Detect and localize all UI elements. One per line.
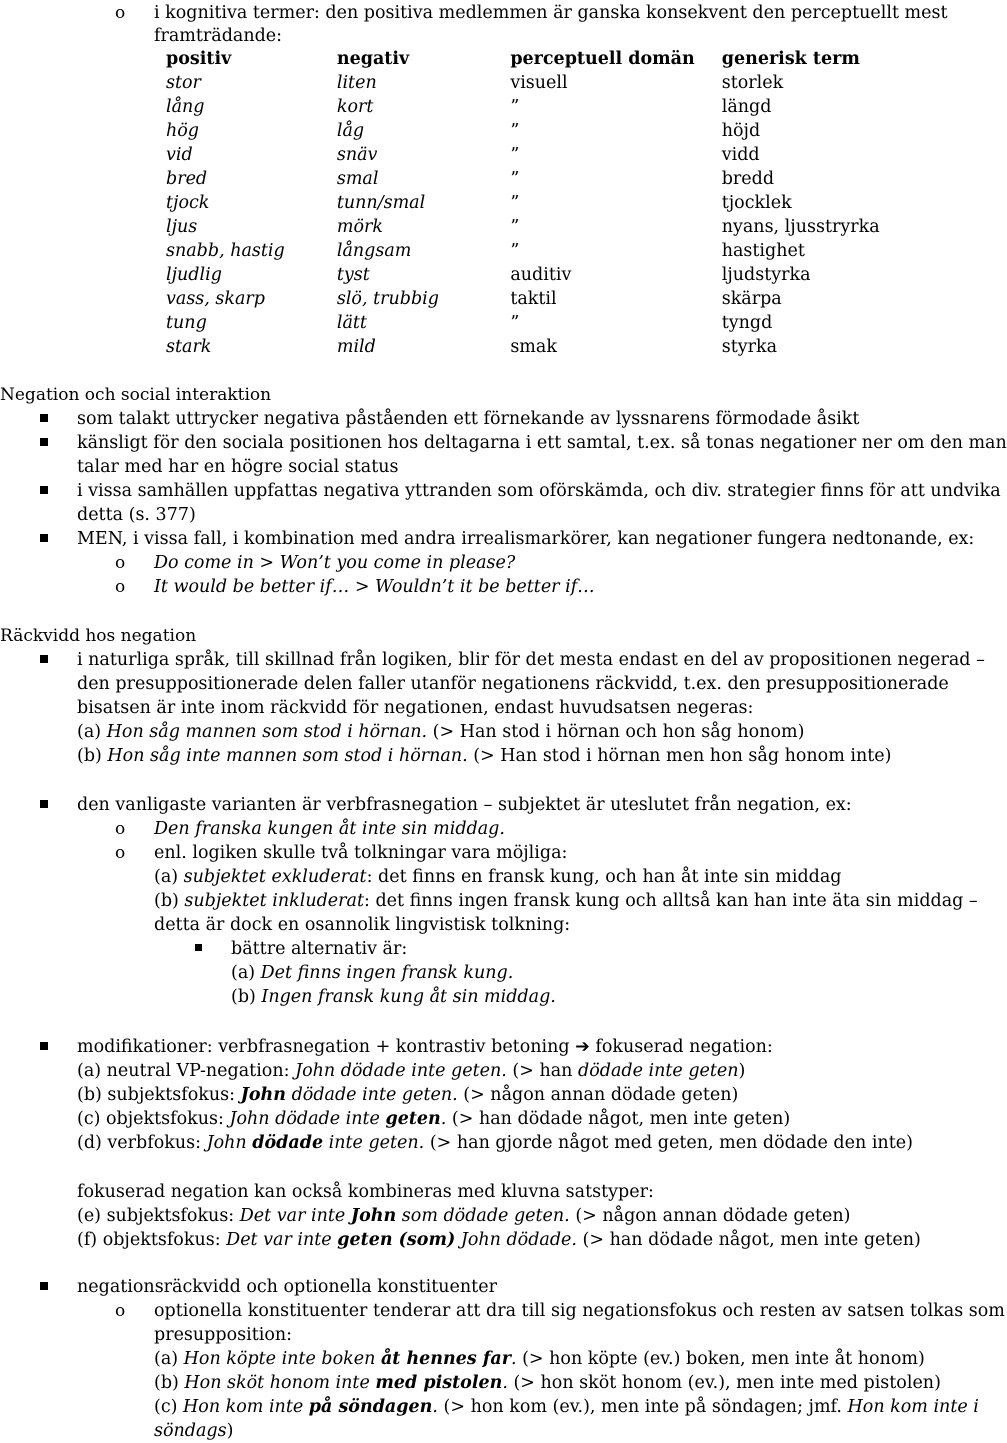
example-label: (b): [154, 891, 185, 911]
text-run: modifikationer: verbfrasnegation + kontrastiv betoning: [77, 1037, 576, 1057]
table-cell: kort: [336, 97, 374, 117]
table-row: [166, 287, 960, 311]
table-cell: stark: [166, 337, 212, 357]
table-header-cell: negativ: [336, 49, 410, 69]
sub-text-cont: presupposition:: [154, 1325, 293, 1345]
example-label: (a): [77, 722, 107, 742]
intro-line-2: framträdande:: [154, 26, 283, 46]
table-cell: långsam: [336, 241, 412, 261]
table-cell: stor: [166, 73, 201, 93]
example-label: (a): [231, 963, 261, 983]
example-gloss: (> Han stod i hörnan men hon såg honom inte): [467, 746, 892, 766]
table-cell: skärpa: [721, 289, 782, 309]
square-bullet-icon: [40, 655, 48, 663]
table-cell: ”: [510, 121, 520, 141]
focus-example-b: (b) subjektsfokus: John dödade inte geten. (> någon annan dödade geten): [77, 1085, 739, 1105]
antonym-table: [166, 47, 960, 359]
bullet-text: i naturliga språk, till skillnad från logiken, blir för det mesta endast en del av propositionen negerad –: [77, 650, 985, 670]
table-cell: ”: [510, 97, 520, 117]
text-run: fokuserad negation:: [589, 1037, 773, 1057]
optional-example-c: (c) Hon kom inte på söndagen. (> hon kom (ev.), men inte på söndagen; jmf. Hon kom inte i: [154, 1397, 979, 1417]
table-cell: slö, trubbig: [336, 289, 439, 309]
table-cell: mörk: [336, 217, 383, 237]
circle-bullet-marker: o: [115, 577, 126, 597]
table-cell: tjocklek: [721, 193, 792, 213]
section-heading-scope: Räckvidd hos negation: [0, 626, 197, 646]
table-cell: lång: [166, 97, 205, 117]
example-sentence: Den franska kungen åt inte sin middag.: [154, 819, 505, 839]
focus-example-a: (a) neutral VP-negation: John dödade inte geten. (> han dödade inte geten): [77, 1061, 746, 1081]
example-label: (b): [77, 746, 108, 766]
table-cell: bred: [166, 169, 208, 189]
circle-bullet-marker: o: [115, 819, 126, 839]
table-cell: smak: [510, 337, 557, 357]
square-bullet-icon: [195, 944, 202, 951]
example-a: [77, 720, 804, 744]
square-bullet-icon: [40, 438, 48, 446]
interpretation-a: [154, 865, 842, 889]
table-cell: visuell: [510, 73, 568, 93]
table-row: [166, 191, 960, 215]
focus-example-c: (c) objektsfokus: John dödade inte geten. (> han dödade något, men inte geten): [77, 1109, 791, 1129]
table-cell: auditiv: [510, 265, 572, 285]
sub-text: enl. logiken skulle två tolkningar vara möjliga:: [154, 843, 568, 863]
table-row: [166, 311, 960, 335]
table-cell: liten: [336, 73, 377, 93]
table-cell: längd: [721, 97, 772, 117]
table-cell: tyngd: [721, 313, 773, 333]
table-cell: vidd: [721, 145, 760, 165]
table-cell: vid: [166, 145, 193, 165]
table-row: [166, 71, 960, 95]
table-cell: tjock: [166, 193, 210, 213]
bullet-text: den vanligaste varianten är verbfrasnegation – subjektet är uteslutet från negation, ex:: [77, 795, 852, 815]
sub-text: optionella konstituenter tenderar att dra till sig negationsfokus och resten av satsen tolkas som: [154, 1301, 1005, 1321]
table-row: [166, 119, 960, 143]
circle-bullet-marker: o: [115, 3, 126, 23]
bullet-text: känsligt för den sociala positionen hos deltagarna i ett samtal, t.ex. så tonas negationer ner om den man: [77, 433, 1007, 453]
example-b: [77, 744, 891, 768]
example-italic: subjektet exkluderat: [183, 867, 367, 887]
table-header-cell: perceptuell domän: [510, 49, 695, 69]
example-label: (b): [231, 987, 262, 1007]
example-label: (a): [154, 867, 184, 887]
focus-example-e: (e) subjektsfokus: Det var inte John som dödade geten. (> någon annan dödade geten): [77, 1206, 851, 1226]
table-cell: bredd: [721, 169, 775, 189]
circle-bullet-marker: o: [115, 843, 126, 863]
interpretation-b: [154, 889, 978, 913]
bullet-text-cont: den presuppositionerade delen faller utanför negationens räckvidd, t.ex. den presuppositionerade: [77, 674, 949, 694]
example-gloss: (> Han stod i hörnan och hon såg honom): [427, 722, 805, 742]
table-cell: tyst: [336, 265, 370, 285]
bullet-text: [77, 1035, 773, 1059]
table-header-cell: generisk term: [721, 49, 860, 69]
optional-example-c-cont: söndags): [154, 1421, 234, 1441]
table-cell: snabb, hastig: [166, 241, 285, 261]
table-cell: höjd: [721, 121, 761, 141]
table-row: [166, 167, 960, 191]
focus-example-f: (f) objektsfokus: Det var inte geten (som) John dödade. (> han dödade något, men inte geten): [77, 1230, 921, 1250]
table-cell: ”: [510, 193, 520, 213]
sub-sub-text: bättre alternativ är:: [231, 939, 408, 959]
bullet-text: MEN, i vissa fall, i kombination med andra irrealismarkörer, kan negationer fungera nedtonande, ex:: [77, 529, 975, 549]
table-row: [166, 263, 960, 287]
example-gloss: : det finns ingen fransk kung och alltså kan han inte äta sin middag –: [363, 891, 978, 911]
table-cell: nyans, ljusstryrka: [721, 217, 880, 237]
table-cell: ljudstyrka: [721, 265, 811, 285]
table-header-row: [166, 47, 960, 71]
arrow-right-icon: ➔: [575, 1037, 590, 1057]
bullet-text: i vissa samhällen uppfattas negativa yttranden som oförskämda, och div. strategier finns för att undvika: [77, 481, 1001, 501]
table-cell: ”: [510, 313, 520, 333]
example-gloss: : det finns en fransk kung, och han åt inte sin middag: [366, 867, 842, 887]
bullet-text-cont: bisatsen är inte inom räckvidd för negationen, endast huvudsatsen negeras:: [77, 698, 754, 718]
table-row: [166, 143, 960, 167]
example-sentence: Do come in > Won’t you come in please?: [154, 553, 516, 573]
table-cell: mild: [336, 337, 376, 357]
table-cell: tung: [166, 313, 207, 333]
table-cell: smal: [336, 169, 379, 189]
table-cell: ”: [510, 217, 520, 237]
focus-example-d: (d) verbfokus: John dödade inte geten. (> han gjorde något med geten, men dödade den inte): [77, 1133, 913, 1153]
bullet-text-cont: talar med har en högre social status: [77, 457, 399, 477]
circle-bullet-marker: o: [115, 1301, 126, 1321]
table-cell: hög: [166, 121, 200, 141]
table-cell: ”: [510, 169, 520, 189]
example-italic: Ingen fransk kung åt sin middag.: [261, 987, 556, 1007]
table-row: [166, 95, 960, 119]
table-cell: taktil: [510, 289, 557, 309]
optional-example-a: (a) Hon köpte inte boken åt hennes far. (> hon köpte (ev.) boken, men inte åt honom): [154, 1349, 925, 1369]
square-bullet-icon: [40, 414, 48, 422]
example-italic: Det finns ingen fransk kung.: [260, 963, 514, 983]
example-italic: Hon såg inte mannen som stod i hörnan.: [107, 746, 468, 766]
square-bullet-icon: [40, 534, 48, 542]
intro-line-1: i kognitiva termer: den positiva medlemmen är ganska konsekvent den perceptuellt mest: [154, 3, 948, 23]
table-row: [166, 215, 960, 239]
optional-example-b: (b) Hon sköt honom inte med pistolen. (> hon sköt honom (ev.), men inte med pistolen): [154, 1373, 941, 1393]
sub-text-cont: detta är dock en osannolik lingvistisk tolkning:: [154, 915, 571, 935]
table-row: [166, 335, 960, 359]
bullet-text: negationsräckvidd och optionella konstituenter: [77, 1277, 497, 1297]
table-cell: vass, skarp: [166, 289, 265, 309]
table-cell: storlek: [721, 73, 784, 93]
table-cell: lätt: [336, 313, 367, 333]
table-cell: hastighet: [721, 241, 805, 261]
table-header-cell: positiv: [166, 49, 232, 69]
table-cell: tunn/smal: [336, 193, 426, 213]
cleft-intro: fokuserad negation kan också kombineras med kluvna satstyper:: [77, 1182, 654, 1202]
section-heading-negation-social: Negation och social interaktion: [0, 385, 272, 405]
example-italic: subjektet inkluderat: [184, 891, 364, 911]
square-bullet-icon: [40, 1282, 48, 1290]
table-cell: snäv: [336, 145, 378, 165]
bullet-text: som talakt uttrycker negativa påståenden ett förnekande av lyssnarens förmodade åsikt: [77, 409, 860, 429]
table-cell: låg: [336, 121, 365, 141]
table-cell: ljus: [166, 217, 198, 237]
example-sentence: It would be better if… > Wouldn’t it be better if…: [154, 577, 595, 597]
alternative-b: [231, 985, 556, 1009]
bullet-text-cont: detta (s. 377): [77, 505, 196, 525]
table-cell: styrka: [721, 337, 778, 357]
square-bullet-icon: [40, 800, 48, 808]
square-bullet-icon: [40, 1042, 48, 1050]
alternative-a: [231, 961, 513, 985]
table-cell: ”: [510, 241, 520, 261]
table-cell: ljudlig: [166, 265, 222, 285]
circle-bullet-marker: o: [115, 553, 126, 573]
example-italic: Hon såg mannen som stod i hörnan.: [106, 722, 428, 742]
square-bullet-icon: [40, 486, 48, 494]
table-cell: ”: [510, 145, 520, 165]
table-row: [166, 239, 960, 263]
